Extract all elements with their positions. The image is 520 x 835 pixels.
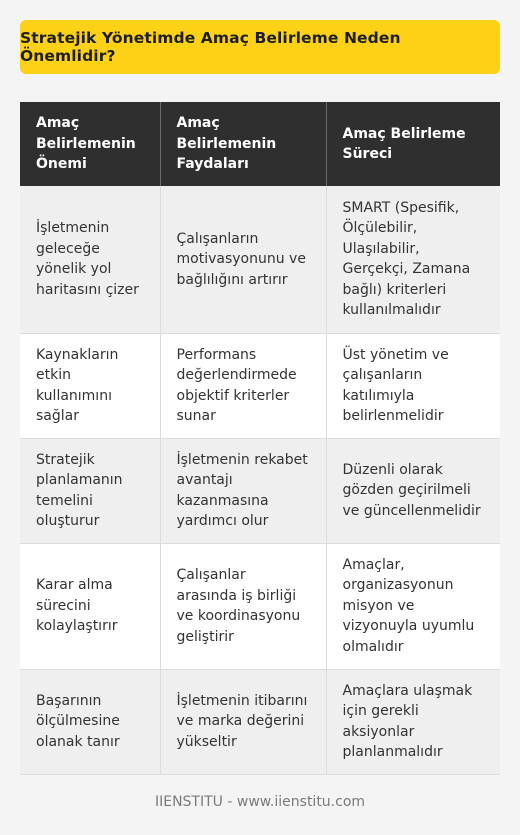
table-row	[20, 186, 500, 333]
table-cell: Üst yönetim ve çalışanların katılımıyla belirlenmelidir	[326, 333, 500, 438]
header-importance: Amaç Belirlemenin Önemi	[20, 102, 160, 186]
table-cell: Çalışanlar arasında iş birliği ve koordinasyonu geliştirir	[160, 543, 326, 669]
table-cell: SMART (Spesifik, Ölçülebilir, Ulaşılabilir, Gerçekçi, Zamana bağlı) kriterleri kullanılmalıdır	[326, 186, 500, 333]
page-title: Stratejik Yönetimde Amaç Belirleme Neden Önemlidir?	[20, 29, 401, 65]
table-cell: Performans değerlendirmede objektif kriterler sunar	[160, 333, 326, 438]
table-row	[20, 669, 500, 774]
table-header	[20, 102, 500, 186]
footer-credit: IIENSTITU - www.iienstitu.com	[154, 794, 366, 810]
table-cell: İşletmenin itibarını ve marka değerini yükseltir	[160, 669, 326, 774]
table-cell: Kaynakların etkin kullanımını sağlar	[20, 333, 160, 438]
header-benefits: Amaç Belirlemenin Faydaları	[160, 102, 326, 186]
table-cell: Amaçlara ulaşmak için gerekli aksiyonlar planlanmalıdır	[326, 669, 500, 774]
table-cell: Karar alma sürecini kolaylaştırır	[20, 543, 160, 669]
table-cell: İşletmenin rekabet avantajı kazanmasına yardımcı olur	[160, 438, 326, 543]
table-cell: Düzenli olarak gözden geçirilmeli ve güncellenmelidir	[326, 438, 500, 543]
header-row	[20, 102, 500, 186]
table-cell: İşletmenin geleceğe yönelik yol haritasını çizer	[20, 186, 160, 333]
comparison-table	[20, 102, 500, 775]
table-row	[20, 543, 500, 669]
table-cell: Amaçlar, organizasyonun misyon ve vizyonuyla uyumlu olmalıdır	[326, 543, 500, 669]
table-body	[20, 186, 500, 774]
table-row	[20, 438, 500, 543]
table-row	[20, 333, 500, 438]
page-title-banner	[20, 20, 500, 74]
table-cell: Çalışanların motivasyonunu ve bağlılığını artırır	[160, 186, 326, 333]
header-process: Amaç Belirleme Süreci	[326, 102, 500, 186]
table-cell: Stratejik planlamanın temelini oluşturur	[20, 438, 160, 543]
table-cell: Başarının ölçülmesine olanak tanır	[20, 669, 160, 774]
